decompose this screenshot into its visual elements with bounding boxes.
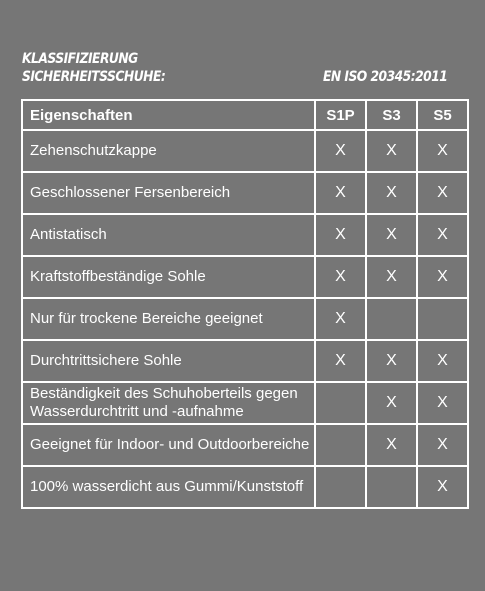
header-s1p: S1P	[315, 100, 366, 130]
table-row	[22, 298, 468, 340]
classification-table	[21, 99, 469, 509]
s5-cell: X	[417, 340, 468, 382]
s5-cell	[417, 298, 468, 340]
property-cell: 100% wasserdicht aus Gummi/Kunststoff	[22, 466, 315, 508]
s1p-cell: X	[315, 130, 366, 172]
s3-cell	[366, 466, 417, 508]
s1p-cell: X	[315, 340, 366, 382]
table-row	[22, 382, 468, 424]
s1p-cell: X	[315, 298, 366, 340]
header-s3: S3	[366, 100, 417, 130]
table-row	[22, 424, 468, 466]
s3-cell: X	[366, 382, 417, 424]
s5-cell: X	[417, 382, 468, 424]
s3-cell: X	[366, 130, 417, 172]
s5-cell: X	[417, 130, 468, 172]
s5-cell: X	[417, 256, 468, 298]
table-row	[22, 172, 468, 214]
s3-cell: X	[366, 424, 417, 466]
header-s5: S5	[417, 100, 468, 130]
property-cell: Nur für trockene Bereiche geeignet	[22, 298, 315, 340]
s1p-cell: X	[315, 214, 366, 256]
s1p-cell: X	[315, 256, 366, 298]
heading-title: KLASSIFIZIERUNG	[22, 51, 138, 67]
property-cell: Durchtrittsichere Sohle	[22, 340, 315, 382]
heading-line-2	[22, 68, 448, 86]
heading-subtitle: SICHERHEITSSCHUHE:	[22, 69, 166, 85]
property-cell: Beständigkeit des Schuhoberteils gegen Wasserdurchtritt und -aufnahme	[22, 382, 315, 424]
property-cell: Kraftstoffbeständige Sohle	[22, 256, 315, 298]
s5-cell: X	[417, 172, 468, 214]
standard-label: EN ISO 20345:2011	[322, 69, 448, 85]
s3-cell: X	[366, 340, 417, 382]
property-cell: Geschlossener Fersenbereich	[22, 172, 315, 214]
s1p-cell	[315, 382, 366, 424]
s5-cell: X	[417, 466, 468, 508]
s1p-cell: X	[315, 172, 366, 214]
s3-cell	[366, 298, 417, 340]
s3-cell: X	[366, 172, 417, 214]
s1p-cell	[315, 466, 366, 508]
s1p-cell	[315, 424, 366, 466]
table-row	[22, 340, 468, 382]
s5-cell: X	[417, 424, 468, 466]
property-cell: Zehenschutzkappe	[22, 130, 315, 172]
table-row	[22, 466, 468, 508]
property-cell: Antistatisch	[22, 214, 315, 256]
header-property: Eigenschaften	[22, 100, 315, 130]
heading-line-1	[22, 50, 414, 68]
s3-cell: X	[366, 214, 417, 256]
s5-cell: X	[417, 214, 468, 256]
property-cell: Geeignet für Indoor- und Outdoorbereiche	[22, 424, 315, 466]
s3-cell: X	[366, 256, 417, 298]
table-row	[22, 214, 468, 256]
classification-heading	[22, 50, 448, 86]
table-header-row	[22, 100, 468, 130]
table-row	[22, 256, 468, 298]
table-row	[22, 130, 468, 172]
